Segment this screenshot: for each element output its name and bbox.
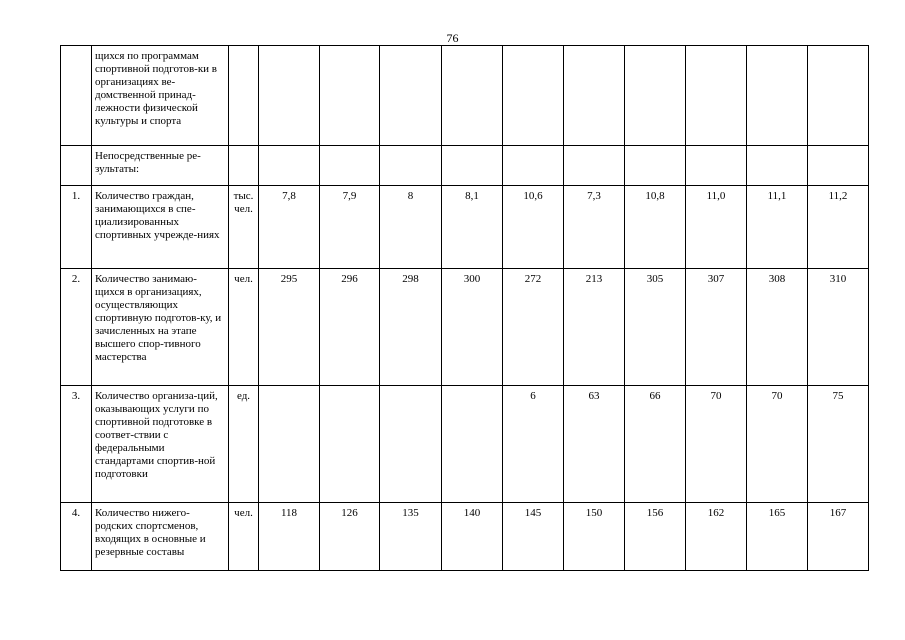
value-cell (625, 46, 686, 146)
value-cell: 10,8 (625, 186, 686, 269)
row-number: 1. (61, 186, 92, 269)
value-cell: 162 (686, 503, 747, 571)
value-cell: 305 (625, 269, 686, 386)
value-cell (564, 146, 625, 186)
value-cell (442, 146, 503, 186)
page-number: 76 (446, 31, 459, 45)
indicators-table (60, 45, 869, 571)
value-cell (380, 146, 442, 186)
value-cell: 167 (808, 503, 869, 571)
value-cell: 213 (564, 269, 625, 386)
table-body (61, 46, 869, 571)
unit-cell: ед. (229, 386, 259, 503)
table-row (61, 186, 869, 269)
row-number: 2. (61, 269, 92, 386)
value-cell: 70 (747, 386, 808, 503)
value-cell: 7,8 (259, 186, 320, 269)
row-number: 3. (61, 386, 92, 503)
value-cell (808, 46, 869, 146)
row-number (61, 146, 92, 186)
table-row (61, 46, 869, 146)
value-cell: 150 (564, 503, 625, 571)
indicator-name: Количество граждан, занимающихся в спе-циализированных спортивных учрежде-ниях (92, 186, 229, 269)
value-cell: 8 (380, 186, 442, 269)
value-cell (380, 46, 442, 146)
value-cell: 70 (686, 386, 747, 503)
value-cell: 295 (259, 269, 320, 386)
table-row (61, 269, 869, 386)
indicator-name: Количество организа-ций, оказывающих услуги по спортивной подготовке в соответ-ствии с федеральными стандартами спортив-ной подготовки (92, 386, 229, 503)
value-cell: 300 (442, 269, 503, 386)
value-cell: 6 (503, 386, 564, 503)
value-cell: 7,3 (564, 186, 625, 269)
value-cell: 165 (747, 503, 808, 571)
value-cell: 126 (320, 503, 380, 571)
value-cell (320, 386, 380, 503)
value-cell (747, 46, 808, 146)
unit-cell: чел. (229, 503, 259, 571)
value-cell: 66 (625, 386, 686, 503)
table-row (61, 146, 869, 186)
table-row (61, 386, 869, 503)
value-cell (320, 146, 380, 186)
value-cell: 145 (503, 503, 564, 571)
value-cell: 7,9 (320, 186, 380, 269)
unit-cell: чел. (229, 269, 259, 386)
value-cell (259, 146, 320, 186)
value-cell: 63 (564, 386, 625, 503)
value-cell (808, 146, 869, 186)
value-cell (625, 146, 686, 186)
value-cell (259, 46, 320, 146)
unit-cell (229, 46, 259, 146)
value-cell (503, 46, 564, 146)
row-number: 4. (61, 503, 92, 571)
value-cell (259, 386, 320, 503)
value-cell: 140 (442, 503, 503, 571)
value-cell (503, 146, 564, 186)
value-cell: 11,2 (808, 186, 869, 269)
unit-cell (229, 146, 259, 186)
value-cell: 135 (380, 503, 442, 571)
value-cell: 296 (320, 269, 380, 386)
value-cell: 272 (503, 269, 564, 386)
row-number (61, 46, 92, 146)
value-cell (686, 46, 747, 146)
unit-cell: тыс. чел. (229, 186, 259, 269)
indicator-name: Непосредственные ре-зультаты: (92, 146, 229, 186)
value-cell (442, 386, 503, 503)
value-cell (320, 46, 380, 146)
value-cell: 10,6 (503, 186, 564, 269)
value-cell (686, 146, 747, 186)
value-cell: 8,1 (442, 186, 503, 269)
value-cell: 11,1 (747, 186, 808, 269)
value-cell (564, 46, 625, 146)
value-cell: 156 (625, 503, 686, 571)
value-cell: 75 (808, 386, 869, 503)
indicator-name: Количество занимаю-щихся в организациях, осуществляющих спортивную подготов-ку, и зачисленных на этапе высшего спор-тивного мастерства (92, 269, 229, 386)
value-cell: 298 (380, 269, 442, 386)
value-cell: 11,0 (686, 186, 747, 269)
value-cell: 307 (686, 269, 747, 386)
indicator-name: Количество нижего-родских спортсменов, входящих в основные и резервные составы (92, 503, 229, 571)
value-cell (747, 146, 808, 186)
value-cell: 308 (747, 269, 808, 386)
value-cell (442, 46, 503, 146)
indicator-name: щихся по программам спортивной подготов-ки в организациях ве-домственной принад-лежности физической культуры и спорта (92, 46, 229, 146)
value-cell (380, 386, 442, 503)
table-row (61, 503, 869, 571)
value-cell: 118 (259, 503, 320, 571)
value-cell: 310 (808, 269, 869, 386)
